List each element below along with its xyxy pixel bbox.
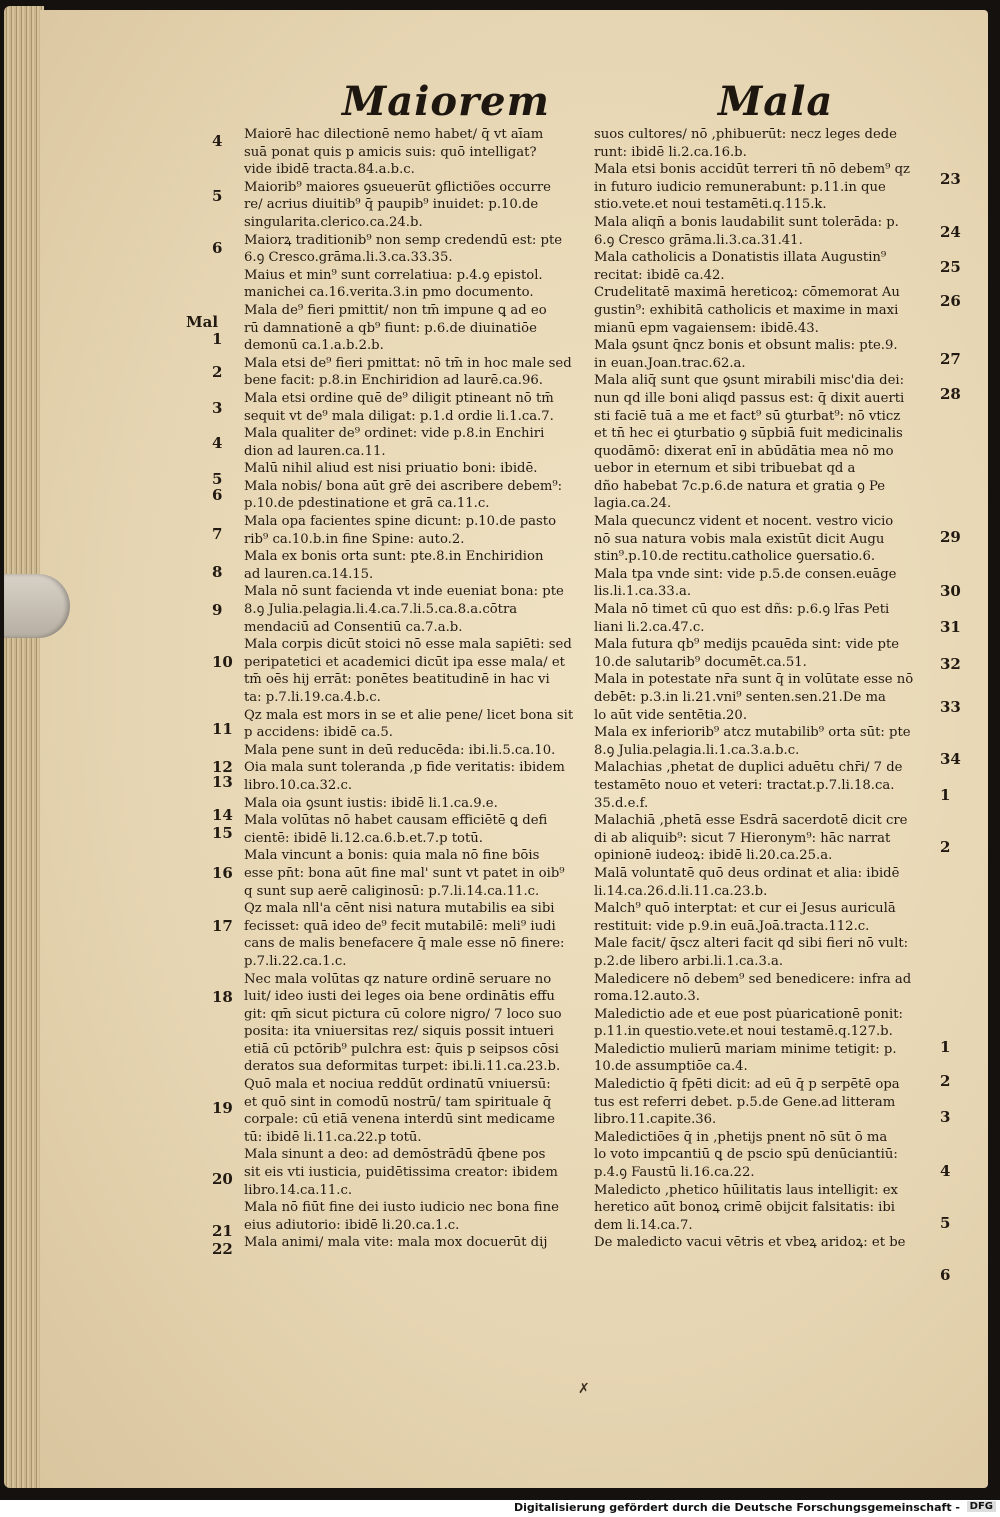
text-line: Malch⁹ quō interptat: et cur ei Jesus auriculā [594,901,896,917]
text-line: luit/ ideo iusti dei leges oia bene ordinātis effu [244,989,555,1005]
page-clip [4,574,70,638]
text-line: Mala qualiter de⁹ ordinet: vide p.8.in Enchiri [244,426,545,442]
text-line: cans de malis benefacere q̄ male esse nō finere: [244,936,565,952]
text-line: Mala ex bonis orta sunt: pte.8.in Enchiridion [244,549,544,565]
entry-number: 23 [940,170,961,188]
text-line: Mala ꝯsunt q̄ncz bonis et obsunt malis: pte.9. [594,338,898,354]
text-line: Mala corpis dicūt stoici nō esse mala sapiēti: sed [244,637,572,653]
text-line: Maledictiōes q̄ in ,phetijs pnent nō sūt ō ma [594,1129,888,1145]
text-line: et tn̄ hec ei ꝯturbatio ꝯ sūpbiā fuit medicinalis [594,426,903,442]
text-line: opinionē iudeoꝝ: ibidē li.20.ca.25.a. [594,848,833,864]
text-line: in futuro iudicio remunerabunt: p.11.in que [594,179,886,195]
text-line: manichei ca.16.verita.3.in pmo documento. [244,285,534,301]
text-line: Mala opa facientes spine dicunt: p.10.de pasto [244,514,557,530]
text-line: Maledicto ,phetico hūilitatis laus intelligit: ex [594,1182,898,1198]
left-column [244,126,574,1252]
text-line: Qz mala nll'a cēnt nisi natura mutabilis ea sibi [244,901,555,917]
entry-number: 5 [212,187,223,205]
text-line: peripatetici et academici dicūt ipa esse mala/ et [244,654,565,670]
text-line: tū: ibidē li.11.ca.22.p totū. [244,1129,422,1145]
text-line: quodāmō: dixerat enī in abūdātia mea nō mo [594,443,894,459]
text-line: ad lauren.ca.14.15. [244,566,374,582]
text-line: suos cultores/ nō ,phibuerūt: necz leges dede [594,127,897,142]
text-line: recitat: ibidē ca.42. [594,267,725,283]
text-line: rū damnationē a qb⁹ fiunt: p.6.de diuinatiōe [244,320,537,336]
text-line: 6.ꝯ Cresco grāma.li.3.ca.31.41. [594,232,803,248]
text-line: Malā voluntatē quō deus ordinat et alia: ibidē [594,865,900,881]
text-line: nō sua natura vobis mala existūt dicit Augu [594,531,885,547]
entry-number: 32 [940,655,961,673]
text-line: ta: p.7.li.19.ca.4.b.c. [244,690,381,705]
text-line: dño habebat 7c.p.6.de natura et gratia ꝯ Pe [594,478,886,494]
entry-number: 21 [212,1222,233,1240]
entry-number: 2 [940,838,951,856]
text-line: deratos sua deformitas turpet: ibi.li.11.ca.23.b. [244,1059,561,1075]
entry-number: 15 [212,824,233,842]
text-line: libro.10.ca.32.c. [244,777,353,793]
text-line: q sunt sup aerē caliginosū: p.7.li.14.ca.11.c. [244,883,540,899]
text-line: Mala nō sunt facienda vt inde eueniat bona: pte [244,584,564,600]
entry-number: 9 [212,601,223,619]
text-line: Mala ex inferiorib⁹ atcz mutabilib⁹ orta sūt: pte [594,725,911,741]
text-line: lis.li.1.ca.33.a. [594,584,692,600]
text-line: Maiorib⁹ maiores ꝯsueuerūt ꝯflictiões occurre [244,179,551,195]
footer-bar [0,1500,1000,1517]
text-line: re/ acrius diuitib⁹ q̄ paupib⁹ inuidet: p.10.de [244,197,539,213]
text-line: 10.de assumptiōe ca.4. [594,1059,748,1075]
entry-number: 13 [212,773,233,791]
entry-number: 27 [940,350,961,368]
text-line: Nec mala volūtas qz nature ordinē seruare no [244,971,552,987]
text-line: git: qm̄ sicut pictura cū colore nigro/ 7 loco suo [244,1006,562,1022]
text-line: Mala catholicis a Donatistis illata Augustin⁹ [594,250,887,266]
text-line: esse pn̄t: bona aūt fine mal' sunt vt patet in oib⁹ [244,865,565,881]
entry-number: 5 [212,470,223,488]
text-line: rib⁹ ca.10.b.in fine Spine: auto.2. [244,531,465,547]
text-line: 35.d.e.f. [594,795,649,811]
text-line: Quō mala et nociua reddūt ordinatū vniuersū: [244,1077,551,1093]
text-line: Mala aliq̄ sunt que ꝯsunt mirabili misc'dia dei: [594,373,905,389]
text-line: nun qd ille boni aliqd passus est: q̄ dixit auerti [594,390,905,406]
entry-number: 18 [212,988,233,1006]
entry-number: 6 [212,486,223,504]
text-line: roma.12.auto.3. [594,989,700,1005]
running-head-right: Mala [718,78,834,125]
text-line: 8.ꝯ Julia.pelagia.li.4.ca.7.li.5.ca.8.a.cōtra [244,602,518,618]
text-line: dem li.14.ca.7. [594,1217,693,1233]
entry-number: 30 [940,582,961,600]
entry-number: 1 [940,1038,951,1056]
text-line: De maledicto vacui vētris et vbeꝝ aridoꝝ: et be [594,1235,906,1251]
dfg-logo: DFG [967,1501,996,1512]
text-line: p.2.de libero arbi.li.1.ca.3.a. [594,953,784,969]
text-line: Qz mala est mors in se et alie pene/ licet bona sit [244,707,574,723]
text-line: suā ponat quis p amicis suis: quō intelligat? [244,144,537,160]
section-marker: Mal [186,313,219,331]
text-line: 8.ꝯ Julia.pelagia.li.1.ca.3.a.b.c. [594,742,800,758]
entry-number: 12 [212,758,233,776]
right-column [594,126,932,1252]
text-line: Mala oia ꝯsunt iustis: ibidē li.1.ca.9.e. [244,795,498,811]
text-line: p.11.in questio.vete.et noui testamē.q.127.b. [594,1024,893,1040]
entry-number: 6 [940,1266,951,1284]
text-line: Maledicere nō debem⁹ sed benedicere: infra ad [594,971,912,987]
text-line: uebor in eternum et sibi tribuebat qd a [594,461,856,477]
entry-number: 28 [940,385,961,403]
text-line: Maiorꝝ traditionib⁹ non semp credendū est: pte [244,232,563,248]
entry-number: 4 [940,1162,951,1180]
text-line: etiā cū pctōrib⁹ pulchra est: q̄uis p seipsos cōsi [244,1041,559,1057]
text-line: p.4.ꝯ Faustū li.16.ca.22. [594,1165,755,1181]
text-line: Mala aliqn̄ a bonis laudabilit sunt tolerāda: p. [594,214,899,230]
text-line: sti faciē tuā a me et fact⁹ sū ꝯturbat⁹: nō vticz [594,408,901,424]
text-line: dion ad lauren.ca.11. [244,443,386,459]
text-line: et quō sint in comodū nostrū/ tam spirituale q̄ [244,1094,552,1110]
entry-number: 10 [212,653,233,671]
text-line: Mala etsi de⁹ fieri pmittat: nō tm̄ in hoc male sed [244,355,572,371]
text-line: testamēto nouo et veteri: tractat.p.7.li.18.ca. [594,777,895,793]
text-line: fecisset: quā ideo de⁹ fecit mutabilē: meli⁹ iudi [244,918,556,934]
text-line: mendaciū ad Consentiū ca.7.a.b. [244,619,463,635]
entry-number: 4 [212,132,223,150]
entry-number: 26 [940,292,961,310]
text-line: sequit vt de⁹ mala diligat: p.1.d ordie li.1.ca.7. [244,408,554,424]
entry-number: 2 [212,363,223,381]
text-line: Maledictio mulierū mariam minime tetigit: p. [594,1041,897,1057]
entry-number: 1 [212,330,223,348]
footer-text: Digitalisierung gefördert durch die Deutsche Forschungsgemeinschaft - [513,1501,960,1514]
entry-number: 16 [212,864,233,882]
text-line: demonū ca.1.a.b.2.b. [244,338,384,354]
entry-number: 29 [940,528,961,546]
book-page-edges [4,6,44,1488]
running-head-left: Maiorem [342,78,550,125]
text-line: debēt: p.3.in li.21.vni⁹ senten.sen.21.De ma [594,690,886,705]
text-line: p.7.li.22.ca.1.c. [244,953,347,969]
text-line: 6.ꝯ Cresco.grāma.li.3.ca.33.35. [244,250,453,266]
entry-number: 19 [212,1099,233,1117]
entry-number: 14 [212,806,233,824]
entry-number: 24 [940,223,961,241]
text-line: Mala etsi ordine quē de⁹ diligit ptineant nō tm̄ [244,390,554,406]
text-line: lo voto impcantiū ꝗ de pscio spū denūciantiū: [594,1147,898,1163]
text-line: singularita.clerico.ca.24.b. [244,214,423,230]
text-line: cientē: ibidē li.12.ca.6.b.et.7.p totū. [244,830,483,846]
text-line: Mala pene sunt in deū reducēda: ibi.li.5.ca.10. [244,742,556,758]
entry-number: 33 [940,698,961,716]
text-line: Malachias ,phetat de duplici aduētu chr̄i/ 7 de [594,760,903,776]
text-line: tm̄ oēs hij errāt: ponētes beatitudinē in hac vi [244,672,550,688]
text-line: 10.de salutarib⁹ documēt.ca.51. [594,654,807,670]
text-line: stio.vete.et noui testamēti.q.115.k. [594,197,827,213]
text-line: Mala in potestate nr̄a sunt q̄ in volūtate esse nō [594,672,914,688]
entry-number: 34 [940,750,961,768]
entry-number: 2 [940,1072,951,1090]
text-line: Crudelitatē maximā hereticoꝝ: cōmemorat Au [594,285,900,301]
text-line: Mala volūtas nō habet causam efficiētē ꝗ defi [244,813,548,829]
text-line: Mala futura qb⁹ medijs pcauēda sint: vide pte [594,637,900,653]
text-line: eius adiutorio: ibidē li.20.ca.1.c. [244,1217,460,1233]
text-line: Mala nō fiūt fine dei iusto iudicio nec bona fine [244,1200,559,1216]
text-line: Mala de⁹ fieri pmittit/ non tm̄ impune ꝗ ad eo [244,302,547,318]
text-line: lagia.ca.24. [594,496,672,512]
text-line: Mala quecuncz vident et nocent. vestro vicio [594,514,894,530]
text-line: di ab aliquib⁹: sicut 7 Hieronym⁹: hāc narrat [594,830,891,846]
text-line: Mala sinunt a deo: ad demōstrādū q̄bene pos [244,1147,546,1163]
text-line: Malū nihil aliud est nisi priuatio boni: ibidē. [244,461,538,477]
text-line: lo aūt vide sentētia.20. [594,707,748,723]
text-line: tus est referri debet. p.5.de Gene.ad litteram [594,1094,896,1110]
text-line: liani li.2.ca.47.c. [594,619,705,635]
text-line: gustin⁹: exhibitā catholicis et maxime in maxi [594,302,899,318]
entry-number: 31 [940,618,961,636]
text-line: vide ibidē tracta.84.a.b.c. [244,162,415,178]
entry-number: 5 [940,1214,951,1232]
text-line: Mala etsi bonis accidūt terreri tn̄ nō debem⁹ qz [594,162,910,178]
text-line: libro.14.ca.11.c. [244,1182,353,1198]
text-line: Maledictio ade et eue post pu̇aricationē ponit: [594,1006,903,1022]
text-line: Maledictio q̄ fpēti dicit: ad eū q̄ p serpētē opa [594,1077,900,1093]
text-line: Maius et min⁹ sunt correlatiua: p.4.ꝯ epistol. [244,267,543,283]
bottom-mark: ✗ [578,1381,590,1397]
text-line: mianū epm vagaiensem: ibidē.43. [594,320,819,336]
entry-number: 11 [212,720,233,738]
entry-number: 7 [212,525,223,543]
text-line: Malachiā ,phetā esse Esdrā sacerdotē dicit cre [594,813,908,829]
text-line: restituit: vide p.9.in euā.Joā.tracta.112.c. [594,918,870,934]
text-line: Mala vincunt a bonis: quia mala nō fine bōis [244,848,540,864]
entry-number: 1 [940,786,951,804]
entry-number: 22 [212,1240,233,1258]
text-line: posita: ita vniuersitas rez/ siquis possit intueri [244,1024,554,1040]
entry-number: 6 [212,239,223,257]
text-line: p accidens: ibidē ca.5. [244,725,393,741]
text-line: bene facit: p.8.in Enchiridion ad laurē.ca.96. [244,373,543,389]
entry-number: 25 [940,258,961,276]
text-line: corpale: cū etiā venena interdū sint medicame [244,1112,555,1128]
text-line: Mala nobis/ bona aūt grē dei ascribere debem⁹: [244,478,563,494]
text-line: Mala tpa vnde sint: vide p.5.de consen.euāge [594,566,897,582]
text-line: Maiorē hac dilectionē nemo habet/ q̄ vt aīam [244,127,544,142]
entry-number: 17 [212,917,233,935]
text-line: p.10.de pdestinatione et grā ca.11.c. [244,496,490,512]
text-line: li.14.ca.26.d.li.11.ca.23.b. [594,883,768,899]
text-line: in euan.Joan.trac.62.a. [594,355,746,371]
entry-number: 8 [212,563,223,581]
text-line: Oia mala sunt toleranda ,p fide veritatis: ibidem [244,760,565,776]
text-line: sit eis vti iusticia, puidētissima creator: ibidem [244,1165,558,1181]
text-line: Male facit/ q̄scz alteri facit qd sibi fieri nō vult: [594,936,909,952]
entry-number: 4 [212,434,223,452]
text-line: Mala nō timet cū quo est dñs: p.6.ꝯ lr̄as Peti [594,602,890,618]
text-line: Mala animi/ mala vite: mala mox docuerūt dij [244,1235,548,1251]
text-line: runt: ibidē li.2.ca.16.b. [594,144,747,160]
text-line: heretico aūt bonoꝝ crimē obijcit falsitatis: ibi [594,1200,896,1216]
text-line: stin⁹.p.10.de rectitu.catholice ꝯuersatio.6. [594,549,876,565]
entry-number: 20 [212,1170,233,1188]
entry-number: 3 [940,1108,951,1126]
text-line: libro.11.capite.36. [594,1112,717,1128]
entry-number: 3 [212,399,223,417]
